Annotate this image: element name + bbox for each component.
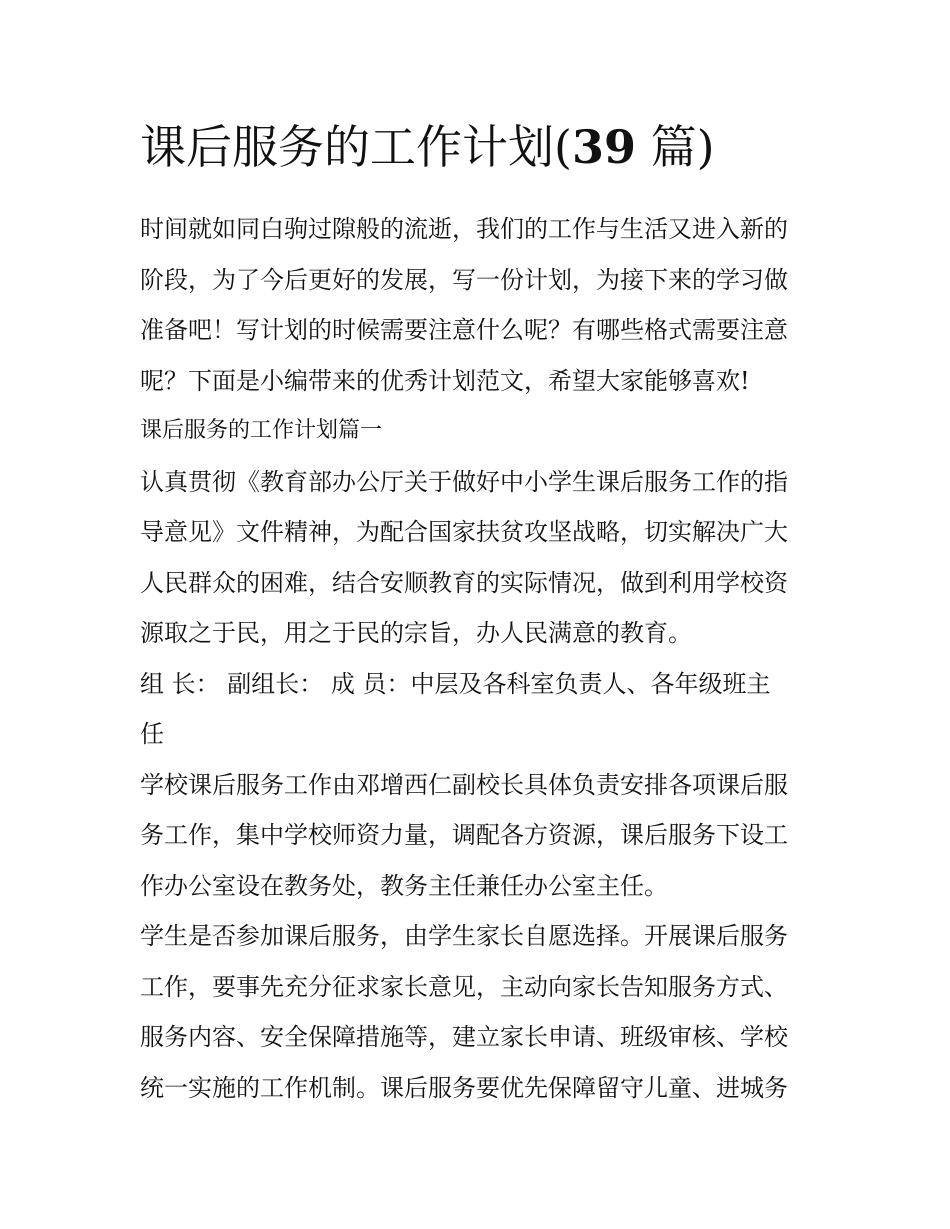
document-body xyxy=(140,204,812,1113)
body-line: 工作，要事先充分征求家长意见，主动向家长告知服务方式、 xyxy=(140,972,788,1001)
body-line: 导意见》文件精神，为配合国家扶贫攻坚战略，切实解决广大 xyxy=(140,518,788,546)
document-page xyxy=(140,108,812,1113)
body-line: 时间就如同白驹过隙般的流逝，我们的工作与生活又进入新的 xyxy=(140,215,788,243)
body-line: 组 长： 副组长： 成 员：中层及各科室负责人、各年级班主 xyxy=(140,669,771,698)
body-line: 呢？下面是小编带来的优秀计划范文，希望大家能够喜欢! xyxy=(140,366,750,395)
body-line: 统一实施的工作机制。课后服务要优先保障留守儿童、进城务 xyxy=(140,1073,788,1102)
body-line: 学生是否参加课后服务，由学生家长自愿选择。开展课后服务 xyxy=(140,922,788,950)
body-line: 阶段，为了今后更好的发展，写一份计划，为接下来的学习做 xyxy=(140,265,788,294)
title-number: 39 xyxy=(571,120,636,174)
body-line: 作办公室设在教务处，教务主任兼任办公室主任。 xyxy=(140,871,668,900)
body-line: 源取之于民，用之于民的宗旨，办人民满意的教育。 xyxy=(140,619,692,647)
body-line: 学校课后服务工作由邓增西仁副校长具体负责安排各项课后服 xyxy=(140,770,788,799)
body-line: 认真贯彻《教育部办公厅关于做好中小学生课后服务工作的指 xyxy=(140,467,788,496)
body-line: 人民群众的困难，结合安顺教育的实际情况，做到利用学校资 xyxy=(140,568,788,597)
document-title xyxy=(140,108,812,186)
body-line: 务工作，集中学校师资力量，调配各方资源，课后服务下设工 xyxy=(140,821,788,849)
title-end: 篇) xyxy=(635,120,715,174)
body-line: 服务内容、安全保障措施等，建立家长申请、班级审核、学校 xyxy=(140,1023,788,1051)
section-heading: 课后服务的工作计划篇一 xyxy=(140,418,383,443)
body-line: 任 xyxy=(140,720,164,748)
body-line: 准备吧！写计划的时候需要注意什么呢？有哪些格式需要注意 xyxy=(140,316,788,344)
title-text: 课后服务的工作计划( xyxy=(140,120,572,174)
